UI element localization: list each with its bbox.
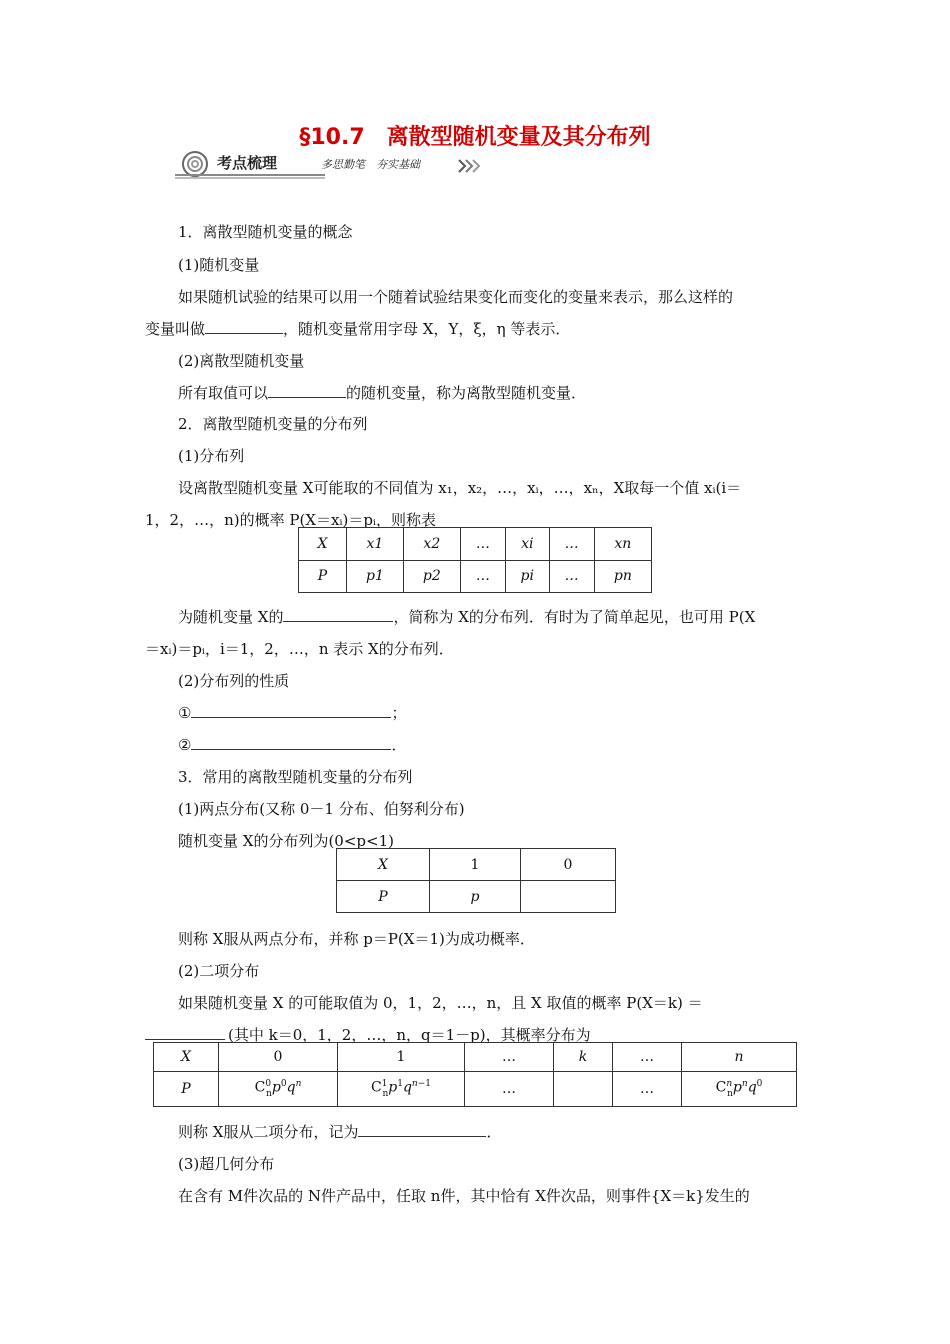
table-cell: p2 xyxy=(403,560,460,593)
table-cell: $C^n_np^nq^0$ xyxy=(682,1072,797,1107)
text: ． xyxy=(486,1123,502,1141)
section2-para2a xyxy=(178,607,755,627)
banner-label: 考点梳理 xyxy=(217,154,278,172)
section2-heading: 2．离散型随机变量的分布列 xyxy=(178,415,368,433)
table-row xyxy=(299,560,652,593)
text: 的随机变量，称为离散型随机变量． xyxy=(346,384,587,402)
table-cell: 0 xyxy=(521,849,616,881)
table-cell: … xyxy=(465,1043,554,1072)
table-cell: P xyxy=(154,1072,219,1107)
table-cell: 1 xyxy=(430,849,521,881)
text: ； xyxy=(391,704,407,722)
table-cell: X xyxy=(154,1043,219,1072)
text: ，随机变量常用字母 X，Y，ξ，η 等表示． xyxy=(283,320,571,338)
section3-sub3: (3)超几何分布 xyxy=(178,1155,275,1173)
section1-para2 xyxy=(178,383,586,403)
section3-para2: 则称 X服从两点分布，并称 p＝P(X＝1)为成功概率． xyxy=(178,930,535,948)
table-row xyxy=(299,528,652,561)
section1-sub1: (1)随机变量 xyxy=(178,256,260,274)
table-cell: p1 xyxy=(347,560,404,593)
table-cell: x1 xyxy=(347,528,404,561)
table-cell: … xyxy=(613,1072,682,1107)
table-cell: n xyxy=(682,1043,797,1072)
text: 则称 X服从二项分布，记为 xyxy=(178,1123,359,1141)
section2-sub1: (1)分布列 xyxy=(178,447,245,465)
section2-para1b: 1，2，…，n)的概率 P(X＝xᵢ)＝pᵢ，则称表 xyxy=(145,511,436,529)
table-cell: pn xyxy=(594,560,651,593)
text: 所有取值可以 xyxy=(178,384,269,402)
section3-heading: 3．常用的离散型随机变量的分布列 xyxy=(178,768,413,786)
table-row xyxy=(154,1072,797,1107)
table-row xyxy=(337,881,616,913)
section2-sub2: (2)分布列的性质 xyxy=(178,672,290,690)
table-cell: … xyxy=(460,560,505,593)
section3-para3b: (其中 k＝0，1，2，…，n，q＝1－p)，其概率分布为 xyxy=(228,1026,591,1044)
table-cell: … xyxy=(465,1072,554,1107)
table-cell xyxy=(521,881,616,913)
table-cell: $C^1_np^1q^{n-1}$ xyxy=(338,1072,465,1107)
section1-para1a: 如果随机试验的结果可以用一个随着试验结果变化而变化的变量来表示，那么这样的 xyxy=(178,288,734,306)
table-cell: xn xyxy=(594,528,651,561)
table-cell: X xyxy=(299,528,347,561)
section2-para1a: 设离散型随机变量 X可能取的不同值为 x₁，x₂，…，xᵢ，…，xₙ，X取每一个值 xᵢ(i＝ xyxy=(178,479,742,497)
text: C xyxy=(371,1079,382,1096)
section3-para5: 在含有 M件次品的 N件产品中，任取 n件，其中恰有 X件次品，则事件{X＝k}发生的 xyxy=(178,1187,750,1205)
text: ． xyxy=(391,736,407,754)
table-cell: pi xyxy=(505,560,549,593)
table-cell: x2 xyxy=(403,528,460,561)
text: 变量叫做 xyxy=(145,320,206,338)
text: C xyxy=(715,1079,727,1096)
table-cell: k xyxy=(554,1043,613,1072)
table-cell: P xyxy=(299,560,347,593)
section3-sub1: (1)两点分布(又称 0－1 分布、伯努利分布) xyxy=(178,800,465,818)
fill-blank xyxy=(268,383,346,398)
text: 为随机变量 X的 xyxy=(178,608,284,626)
section2-para2b: ＝xᵢ)＝pᵢ，i＝1，2，…，n 表示 X的分布列． xyxy=(145,640,454,658)
section3-sub2: (2)二项分布 xyxy=(178,962,260,980)
fill-blank xyxy=(191,735,391,750)
section1-para1b xyxy=(145,319,570,339)
property-1 xyxy=(178,703,406,723)
table-cell: P xyxy=(337,881,430,913)
section1-sub2: (2)离散型随机变量 xyxy=(178,352,305,370)
text: ，简称为 X的分布列．有时为了简单起见，也可用 P(X xyxy=(393,608,756,626)
fill-blank xyxy=(358,1122,486,1137)
table-cell: xi xyxy=(505,528,549,561)
property-2 xyxy=(178,735,406,755)
section-banner xyxy=(175,150,505,184)
table-row xyxy=(337,849,616,881)
table-cell: 0 xyxy=(219,1043,338,1072)
text: ① xyxy=(178,704,192,722)
two-point-table xyxy=(336,848,616,913)
section3-para3a: 如果随机变量 X 的可能取值为 0，1，2，…，n，且 X 取值的概率 P(X＝k) ＝ xyxy=(178,994,703,1012)
table-cell: … xyxy=(549,528,594,561)
table-cell: … xyxy=(549,560,594,593)
table-cell: p xyxy=(430,881,521,913)
text: C xyxy=(254,1079,266,1096)
page-title: §10.7 离散型随机变量及其分布列 xyxy=(299,125,651,150)
banner-subtitle: 多思勤笔 夯实基础 xyxy=(321,158,420,171)
section3-para4 xyxy=(178,1122,501,1142)
distribution-table xyxy=(298,527,652,593)
table-row xyxy=(154,1043,797,1072)
fill-blank xyxy=(205,319,283,334)
fill-blank xyxy=(283,607,393,622)
table-cell xyxy=(554,1072,613,1107)
table-cell: … xyxy=(613,1043,682,1072)
table-cell: $C^0_np^0q^n$ xyxy=(219,1072,338,1107)
table-cell: … xyxy=(460,528,505,561)
fill-blank xyxy=(145,1039,225,1040)
table-cell: X xyxy=(337,849,430,881)
section3-para1: 随机变量 X的分布列为(0<p<1) xyxy=(178,832,394,850)
fill-blank xyxy=(191,703,391,718)
table-cell: 1 xyxy=(338,1043,465,1072)
section1-heading: 1．离散型随机变量的概念 xyxy=(178,223,353,241)
binomial-table xyxy=(153,1042,797,1107)
text: ② xyxy=(178,736,192,754)
